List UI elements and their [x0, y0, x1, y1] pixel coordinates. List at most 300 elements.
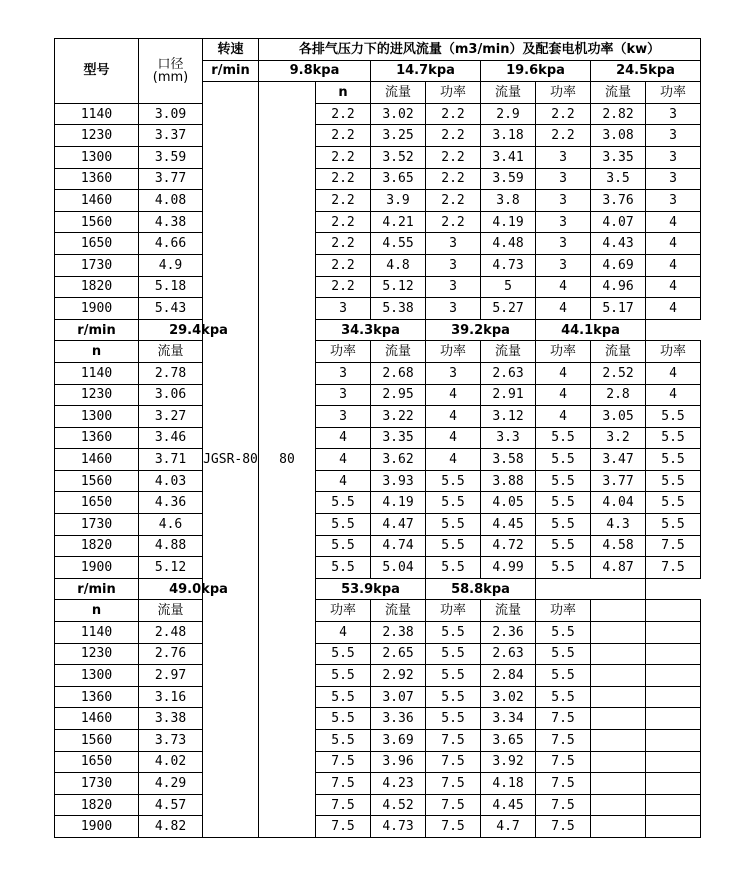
flow-cell: 3.09: [139, 103, 203, 125]
power-cell: 2.2: [426, 146, 481, 168]
power-cell: 2.2: [536, 125, 591, 147]
power-label: 功率: [426, 600, 481, 622]
flow-label: 流量: [371, 82, 426, 104]
flow-cell: 3.02: [481, 686, 536, 708]
flow-cell: 5.18: [139, 276, 203, 298]
table-row: [55, 276, 701, 298]
flow-cell: 4.19: [481, 211, 536, 233]
flow-cell: 3.27: [139, 406, 203, 428]
empty-cell: [646, 686, 701, 708]
power-label: 功率: [536, 600, 591, 622]
flow-cell: 3.77: [139, 168, 203, 190]
flow-cell: 5.43: [139, 298, 203, 320]
flow-cell: 2.38: [371, 622, 426, 644]
flow-cell: 4.03: [139, 470, 203, 492]
power-cell: 5.5: [316, 557, 371, 579]
empty-cell: [591, 643, 646, 665]
power-cell: 5.5: [646, 427, 701, 449]
caliber-header: [139, 39, 203, 104]
empty-cell: [646, 751, 701, 773]
flow-cell: 5.12: [371, 276, 426, 298]
rpm-cell: 1650: [55, 751, 139, 773]
power-cell: 3: [646, 168, 701, 190]
power-cell: 3: [316, 406, 371, 428]
rpm-cell: 1900: [55, 557, 139, 579]
power-cell: 3: [316, 362, 371, 384]
rpm-cell: 1820: [55, 535, 139, 557]
flow-cell: 3.38: [139, 708, 203, 730]
flow-cell: 3.18: [481, 125, 536, 147]
power-cell: 5.5: [536, 665, 591, 687]
model-header: 型号: [55, 39, 139, 104]
flow-cell: 4.18: [481, 773, 536, 795]
power-cell: 4: [316, 622, 371, 644]
power-cell: 2.2: [316, 233, 371, 255]
flow-cell: 4.02: [139, 751, 203, 773]
power-cell: 2.2: [316, 190, 371, 212]
table-row: [55, 794, 701, 816]
table-row: [55, 427, 701, 449]
n-label: n: [55, 600, 139, 622]
power-cell: 5.5: [316, 492, 371, 514]
table-row: [55, 557, 701, 579]
power-cell: 7.5: [646, 535, 701, 557]
table-row: [55, 103, 701, 125]
table-row: [55, 146, 701, 168]
power-cell: 7.5: [536, 773, 591, 795]
table-row: [55, 384, 701, 406]
flow-cell: 3.37: [139, 125, 203, 147]
power-cell: 2.2: [426, 190, 481, 212]
power-cell: 3: [536, 146, 591, 168]
power-cell: 3: [646, 190, 701, 212]
power-cell: 5.5: [536, 557, 591, 579]
table-row: [55, 211, 701, 233]
header-row-1: [55, 39, 701, 61]
flow-cell: 3.52: [371, 146, 426, 168]
rpm-cell: 1230: [55, 125, 139, 147]
flow-cell: 3.3: [481, 427, 536, 449]
pressure-label: 24.5kpa: [591, 60, 701, 82]
power-label: 功率: [646, 82, 701, 104]
power-cell: 7.5: [536, 708, 591, 730]
power-cell: 7.5: [316, 816, 371, 838]
flow-cell: 3.88: [481, 470, 536, 492]
flow-cell: 3.35: [591, 146, 646, 168]
flow-cell: 3.22: [371, 406, 426, 428]
power-cell: 5.5: [426, 708, 481, 730]
speed-unit-label: r/min: [203, 60, 259, 82]
power-cell: 4: [426, 406, 481, 428]
power-cell: 4: [426, 449, 481, 471]
empty-cell: [646, 708, 701, 730]
table-row: [55, 362, 701, 384]
table-row: [55, 730, 701, 752]
empty-cell: [646, 773, 701, 795]
flow-cell: 5: [481, 276, 536, 298]
power-cell: 4: [316, 470, 371, 492]
power-label: 功率: [426, 341, 481, 363]
power-cell: 3: [316, 298, 371, 320]
flow-cell: 3.05: [591, 406, 646, 428]
flow-cell: 2.36: [481, 622, 536, 644]
flow-cell: 4.66: [139, 233, 203, 255]
empty-cell: [591, 708, 646, 730]
power-label: 功率: [316, 600, 371, 622]
flow-cell: 2.63: [481, 362, 536, 384]
flow-cell: 4.57: [139, 794, 203, 816]
power-cell: 5.5: [536, 643, 591, 665]
table-body: [55, 39, 701, 838]
power-cell: 5.5: [536, 535, 591, 557]
performance-table: [54, 38, 701, 838]
power-cell: 7.5: [426, 816, 481, 838]
power-cell: 4: [536, 298, 591, 320]
rpm-cell: 1730: [55, 773, 139, 795]
flow-cell: 2.78: [139, 362, 203, 384]
flow-cell: 3.9: [371, 190, 426, 212]
flow-cell: 2.76: [139, 643, 203, 665]
power-cell: 3: [536, 168, 591, 190]
diameter-cell: 80: [259, 82, 316, 838]
flow-cell: 4.3: [591, 514, 646, 536]
flow-cell: 4.38: [139, 211, 203, 233]
flow-cell: 3.47: [591, 449, 646, 471]
flow-cell: 4.9: [139, 254, 203, 276]
pressure-label: 14.7kpa: [371, 60, 481, 82]
power-label: 功率: [426, 82, 481, 104]
power-cell: 4: [426, 427, 481, 449]
power-cell: 7.5: [316, 773, 371, 795]
power-cell: 5.5: [536, 449, 591, 471]
model-cell: JGSR-80: [203, 82, 259, 838]
flow-cell: 3.73: [139, 730, 203, 752]
power-cell: 2.2: [426, 125, 481, 147]
flow-cell: 4.87: [591, 557, 646, 579]
empty-cell: [591, 600, 646, 622]
power-cell: 4: [536, 406, 591, 428]
empty-cell: [591, 773, 646, 795]
flow-cell: 4.45: [481, 514, 536, 536]
power-cell: 3: [426, 276, 481, 298]
flow-cell: 5.38: [371, 298, 426, 320]
table-row: [55, 751, 701, 773]
flow-cell: 5.04: [371, 557, 426, 579]
flow-cell: 3.25: [371, 125, 426, 147]
table-row: [55, 233, 701, 255]
power-cell: 3: [646, 125, 701, 147]
power-cell: 5.5: [316, 730, 371, 752]
pressure-label: 58.8kpa: [426, 578, 536, 600]
flow-cell: 4.36: [139, 492, 203, 514]
empty-cell: [646, 794, 701, 816]
power-cell: 5.5: [426, 665, 481, 687]
flow-label: 流量: [481, 341, 536, 363]
rpm-cell: 1140: [55, 103, 139, 125]
pressure-label: 9.8kpa: [259, 60, 371, 82]
table-row: [55, 514, 701, 536]
flow-cell: 3.77: [591, 470, 646, 492]
rpm-cell: 1230: [55, 643, 139, 665]
power-cell: 5.5: [316, 535, 371, 557]
power-label: 功率: [536, 341, 591, 363]
pressure-header-row: [55, 319, 701, 341]
flow-cell: 5.12: [139, 557, 203, 579]
power-cell: 7.5: [536, 751, 591, 773]
flow-cell: 4.19: [371, 492, 426, 514]
power-cell: 3: [536, 211, 591, 233]
power-cell: 2.2: [426, 103, 481, 125]
power-cell: 3: [536, 233, 591, 255]
power-cell: 5.5: [536, 492, 591, 514]
rpm-cell: 1360: [55, 686, 139, 708]
power-cell: 4: [316, 427, 371, 449]
flow-cell: 3.62: [371, 449, 426, 471]
rpm-cell: 1730: [55, 514, 139, 536]
power-cell: 3: [316, 384, 371, 406]
caliber-label: 口径: [157, 56, 184, 72]
power-cell: 2.2: [426, 211, 481, 233]
empty-cell: [646, 730, 701, 752]
power-cell: 5.5: [426, 686, 481, 708]
pressure-header-row: [55, 578, 701, 600]
flow-label: 流量: [139, 341, 203, 363]
flow-label: 流量: [591, 341, 646, 363]
power-cell: 4: [426, 384, 481, 406]
table-row: [55, 535, 701, 557]
flow-cell: 3.65: [371, 168, 426, 190]
power-cell: 5.5: [536, 470, 591, 492]
empty-cell: [591, 751, 646, 773]
empty-cell: [646, 665, 701, 687]
rpm-cell: 1820: [55, 794, 139, 816]
pressure-label: 44.1kpa: [536, 319, 646, 341]
rpm-cell: 1140: [55, 362, 139, 384]
pressure-label: 39.2kpa: [426, 319, 536, 341]
flow-cell: 4.04: [591, 492, 646, 514]
power-cell: 5.5: [426, 470, 481, 492]
speed-header: 转速: [203, 39, 259, 61]
rpm-cell: 1900: [55, 298, 139, 320]
flow-cell: 4.43: [591, 233, 646, 255]
rpm-cell: 1460: [55, 449, 139, 471]
power-cell: 5.5: [536, 427, 591, 449]
flow-cell: 4.08: [139, 190, 203, 212]
power-cell: 2.2: [316, 125, 371, 147]
rpm-cell: 1650: [55, 233, 139, 255]
power-cell: 4: [646, 298, 701, 320]
flow-cell: 2.8: [591, 384, 646, 406]
flow-cell: 2.84: [481, 665, 536, 687]
rpm-cell: 1230: [55, 384, 139, 406]
flow-cell: 2.91: [481, 384, 536, 406]
table-row: [55, 816, 701, 838]
flow-cell: 4.88: [139, 535, 203, 557]
power-cell: 2.2: [316, 146, 371, 168]
power-cell: 7.5: [536, 794, 591, 816]
power-cell: 4: [646, 211, 701, 233]
power-cell: 7.5: [316, 794, 371, 816]
flow-cell: 4.72: [481, 535, 536, 557]
flow-cell: 2.65: [371, 643, 426, 665]
flow-cell: 4.73: [481, 254, 536, 276]
flow-cell: 4.99: [481, 557, 536, 579]
flow-cell: 4.45: [481, 794, 536, 816]
flow-cell: 4.74: [371, 535, 426, 557]
power-cell: 5.5: [646, 449, 701, 471]
power-cell: 2.2: [316, 276, 371, 298]
power-cell: 3: [426, 362, 481, 384]
table-row: [55, 622, 701, 644]
flow-cell: 3.41: [481, 146, 536, 168]
power-cell: 4: [536, 384, 591, 406]
flow-cell: 3.12: [481, 406, 536, 428]
power-cell: 2.2: [316, 168, 371, 190]
flow-cell: 4.48: [481, 233, 536, 255]
rpm-cell: 1820: [55, 276, 139, 298]
flow-cell: 2.82: [591, 103, 646, 125]
flow-cell: 3.16: [139, 686, 203, 708]
flow-cell: 2.48: [139, 622, 203, 644]
speed-unit-label: r/min: [55, 319, 139, 341]
power-cell: 4: [646, 276, 701, 298]
flow-cell: 3.59: [139, 146, 203, 168]
table-row: [55, 708, 701, 730]
empty-cell: [646, 622, 701, 644]
rpm-cell: 1900: [55, 816, 139, 838]
flow-cell: 3.36: [371, 708, 426, 730]
table-row: [55, 406, 701, 428]
flow-cell: 4.23: [371, 773, 426, 795]
flow-cell: 2.63: [481, 643, 536, 665]
column-label-row: [55, 341, 701, 363]
table-row: [55, 190, 701, 212]
flow-cell: 4.47: [371, 514, 426, 536]
empty-cell: [591, 730, 646, 752]
empty-cell: [646, 600, 701, 622]
flow-cell: 3.96: [371, 751, 426, 773]
flow-cell: 3.06: [139, 384, 203, 406]
flow-cell: 5.27: [481, 298, 536, 320]
flow-cell: 3.35: [371, 427, 426, 449]
empty-cell: [591, 686, 646, 708]
rpm-cell: 1300: [55, 146, 139, 168]
flow-cell: 4.21: [371, 211, 426, 233]
table-row: [55, 492, 701, 514]
flow-cell: 4.8: [371, 254, 426, 276]
flow-label: 流量: [591, 82, 646, 104]
power-cell: 3: [426, 254, 481, 276]
power-cell: 3: [646, 103, 701, 125]
rpm-cell: 1360: [55, 168, 139, 190]
power-cell: 3: [426, 298, 481, 320]
power-cell: 5.5: [426, 492, 481, 514]
power-cell: 5.5: [646, 470, 701, 492]
empty-cell: [591, 665, 646, 687]
flow-cell: 2.92: [371, 665, 426, 687]
flow-cell: 3.92: [481, 751, 536, 773]
flow-cell: 3.2: [591, 427, 646, 449]
rpm-cell: 1730: [55, 254, 139, 276]
rpm-cell: 1560: [55, 211, 139, 233]
pressure-label: [536, 578, 646, 600]
power-cell: 5.5: [646, 406, 701, 428]
power-cell: 7.5: [426, 773, 481, 795]
rpm-cell: 1460: [55, 190, 139, 212]
flow-cell: 4.96: [591, 276, 646, 298]
flow-cell: 3.34: [481, 708, 536, 730]
power-cell: 4: [536, 276, 591, 298]
pressure-label: 34.3kpa: [316, 319, 426, 341]
flow-cell: 4.82: [139, 816, 203, 838]
empty-cell: [646, 816, 701, 838]
power-cell: 2.2: [316, 103, 371, 125]
power-cell: 3: [536, 254, 591, 276]
flow-cell: 2.95: [371, 384, 426, 406]
flow-cell: 3.93: [371, 470, 426, 492]
power-cell: 5.5: [316, 708, 371, 730]
power-cell: 4: [646, 362, 701, 384]
power-cell: 3: [646, 146, 701, 168]
power-cell: 2.2: [316, 211, 371, 233]
flow-label: 流量: [481, 82, 536, 104]
power-cell: 5.5: [316, 514, 371, 536]
power-cell: 2.2: [536, 103, 591, 125]
table-row: [55, 168, 701, 190]
empty-cell: [646, 643, 701, 665]
table-row: [55, 254, 701, 276]
empty-cell: [591, 816, 646, 838]
power-cell: 4: [316, 449, 371, 471]
flow-cell: 5.17: [591, 298, 646, 320]
table-row: [55, 449, 701, 471]
column-label-row: [55, 600, 701, 622]
flow-cell: 3.46: [139, 427, 203, 449]
rpm-cell: 1300: [55, 665, 139, 687]
flow-cell: 3.08: [591, 125, 646, 147]
flow-cell: 4.07: [591, 211, 646, 233]
flow-cell: 4.6: [139, 514, 203, 536]
flow-cell: 2.68: [371, 362, 426, 384]
pressure-label: 19.6kpa: [481, 60, 591, 82]
flow-cell: 3.07: [371, 686, 426, 708]
power-cell: 7.5: [426, 794, 481, 816]
pressure-label: 49.0kpa: [139, 578, 259, 600]
power-cell: 5.5: [536, 622, 591, 644]
flow-cell: 4.58: [591, 535, 646, 557]
power-cell: 5.5: [536, 514, 591, 536]
power-cell: 5.5: [536, 686, 591, 708]
speed-unit-label: r/min: [55, 578, 139, 600]
power-label: 功率: [316, 341, 371, 363]
empty-cell: [591, 794, 646, 816]
pressure-label: 53.9kpa: [316, 578, 426, 600]
flow-label: 流量: [481, 600, 536, 622]
power-cell: 2.2: [316, 254, 371, 276]
n-label: n: [55, 341, 139, 363]
table-row: [55, 298, 701, 320]
flow-cell: 3.59: [481, 168, 536, 190]
flow-cell: 4.29: [139, 773, 203, 795]
power-cell: 5.5: [316, 643, 371, 665]
flow-cell: 4.73: [371, 816, 426, 838]
power-cell: 7.5: [646, 557, 701, 579]
table-title: 各排气压力下的进风流量（m3/min）及配套电机功率（kw）: [259, 39, 701, 61]
power-cell: 5.5: [646, 492, 701, 514]
power-cell: 7.5: [536, 730, 591, 752]
rpm-cell: 1360: [55, 427, 139, 449]
rpm-cell: 1300: [55, 406, 139, 428]
